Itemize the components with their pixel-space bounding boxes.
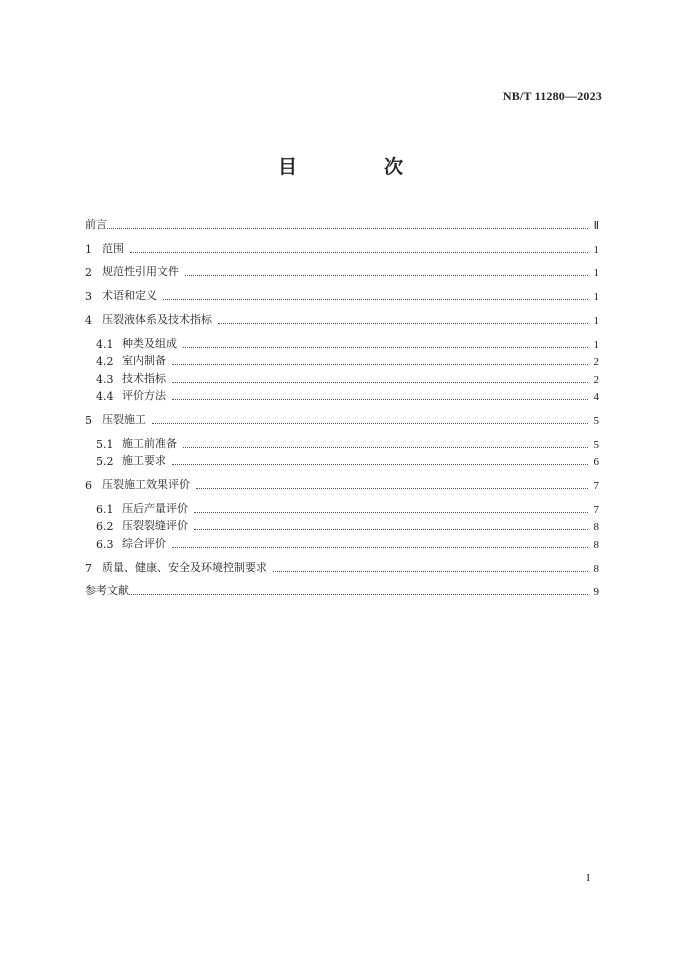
toc-entry-6-2[interactable]	[96, 517, 599, 533]
toc-entry-number: 5	[85, 414, 92, 427]
leader-dots	[129, 594, 588, 595]
toc-entry-4-1[interactable]	[96, 335, 599, 351]
toc-entry-label: 压后产量评价	[122, 502, 188, 515]
toc-entry-page: 9	[593, 586, 599, 598]
toc-entry-number: 6.2	[96, 520, 114, 533]
toc-entry-4-4[interactable]	[96, 387, 599, 403]
toc-entry-number: 5.1	[96, 438, 114, 451]
toc-entry-number: 4.4	[96, 390, 114, 403]
toc-entry-label: 综合评价	[122, 537, 166, 550]
toc-entry-label: 室内制备	[122, 354, 166, 367]
leader-dots	[163, 299, 588, 300]
toc-entry-references[interactable]	[85, 582, 599, 598]
leader-dots	[185, 275, 588, 276]
toc-entry-6-1[interactable]	[96, 500, 599, 516]
toc-entry-label: 范围	[102, 242, 124, 255]
leader-dots	[183, 347, 588, 348]
toc-entry-label: 压裂裂缝评价	[122, 519, 188, 532]
toc-entry-number: 7	[85, 562, 92, 575]
toc-entry-6[interactable]	[85, 476, 599, 492]
toc-entry-number: 5.2	[96, 455, 114, 468]
leader-dots	[172, 399, 588, 400]
toc-entry-label: 压裂施工	[102, 413, 146, 426]
leader-dots	[183, 447, 588, 448]
toc-entry-page: 7	[593, 480, 599, 492]
toc-entry-number: 6.3	[96, 538, 114, 551]
toc-entry-2[interactable]	[85, 263, 599, 279]
toc-entry-page: 2	[593, 356, 599, 368]
toc-entry-page: 5	[593, 415, 599, 427]
toc-entry-page: 5	[593, 439, 599, 451]
toc-entry-label: 参考文献	[85, 584, 129, 597]
toc-entry-page: Ⅱ	[593, 220, 599, 232]
toc-entry-4[interactable]	[85, 311, 599, 327]
toc-entry-5[interactable]	[85, 411, 599, 427]
toc-entry-label: 施工要求	[122, 454, 166, 467]
toc-entry-number: 6.1	[96, 503, 114, 516]
toc-entry-number: 6	[85, 479, 92, 492]
toc-entry-label: 规范性引用文件	[102, 265, 179, 278]
toc-entry-number: 4	[85, 314, 92, 327]
toc-entry-page: 1	[593, 267, 599, 279]
toc-entry-label: 压裂施工效果评价	[102, 478, 190, 491]
toc-entry-number: 4.2	[96, 355, 114, 368]
leader-dots	[273, 571, 588, 572]
toc-entry-label: 种类及组成	[122, 337, 177, 350]
leader-dots	[172, 364, 588, 365]
toc-entry-page: 8	[593, 521, 599, 533]
toc-entry-label: 质量、健康、安全及环境控制要求	[102, 561, 267, 574]
toc-entry-page: 1	[593, 244, 599, 256]
page-number: I	[586, 872, 590, 884]
toc-entry-4-2[interactable]	[96, 352, 599, 368]
toc-entry-page: 1	[593, 291, 599, 303]
leader-dots	[196, 488, 588, 489]
leader-dots	[194, 529, 588, 530]
toc-entry-label: 施工前准备	[122, 437, 177, 450]
toc-entry-5-1[interactable]	[96, 435, 599, 451]
toc-entry-page: 6	[593, 456, 599, 468]
toc-entry-number: 3	[85, 290, 92, 303]
toc-entry-number: 1	[85, 243, 92, 256]
leader-dots	[172, 464, 588, 465]
leader-dots	[172, 382, 588, 383]
toc-entry-label: 术语和定义	[102, 289, 157, 302]
leader-dots	[172, 547, 588, 548]
toc-entry-label: 技术指标	[122, 372, 166, 385]
page-title: 目 次	[277, 156, 437, 178]
toc-entry-preface[interactable]	[85, 216, 599, 232]
leader-dots	[107, 228, 588, 229]
toc-entry-page: 8	[593, 563, 599, 575]
leader-dots	[130, 252, 588, 253]
toc-entry-label: 前言	[85, 218, 107, 231]
toc-entry-5-2[interactable]	[96, 452, 599, 468]
toc-entry-page: 2	[593, 374, 599, 386]
toc-entry-page: 1	[593, 339, 599, 351]
standard-code: NB/T 11280—2023	[502, 89, 602, 103]
toc-entry-1[interactable]	[85, 240, 599, 256]
toc-entry-page: 1	[593, 315, 599, 327]
toc-entry-page: 8	[593, 539, 599, 551]
toc-entry-7[interactable]	[85, 559, 599, 575]
leader-dots	[194, 512, 588, 513]
toc-entry-6-3[interactable]	[96, 535, 599, 551]
leader-dots	[218, 323, 588, 324]
toc-entry-number: 2	[85, 266, 92, 279]
toc-entry-page: 7	[593, 504, 599, 516]
toc-entry-4-3[interactable]	[96, 370, 599, 386]
toc-entry-label: 压裂液体系及技术指标	[102, 313, 212, 326]
toc-entry-number: 4.3	[96, 373, 114, 386]
toc-entry-label: 评价方法	[122, 389, 166, 402]
leader-dots	[152, 423, 588, 424]
toc-entry-3[interactable]	[85, 287, 599, 303]
toc-entry-page: 4	[593, 391, 599, 403]
toc-entry-number: 4.1	[96, 338, 114, 351]
